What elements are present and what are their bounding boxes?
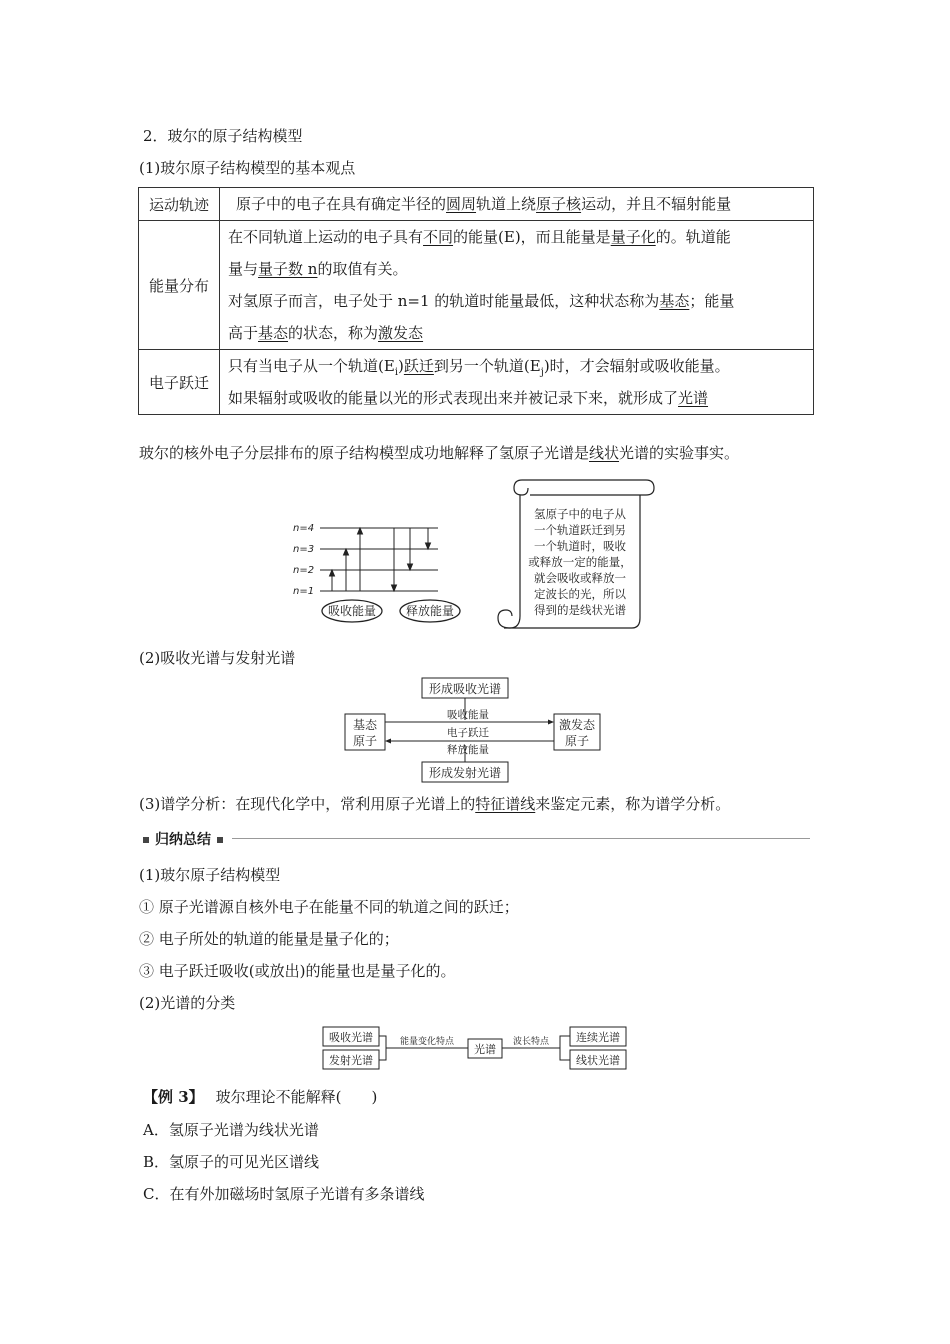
summary-header (143, 829, 223, 850)
left-box-label: 发射光谱 (329, 1054, 373, 1067)
table-cell (220, 221, 814, 350)
cell-text: 对氢原子而言，电子处于 n=1 的轨道时能量最低，这种状态称为 (228, 292, 660, 310)
subscript: i (394, 367, 399, 378)
connector-label: 能量变化特点 (399, 1037, 455, 1047)
summary-subtitle: (2)光谱的分类 (139, 994, 236, 1012)
left-box-label: 原子 (352, 734, 378, 748)
paragraph-text: 玻尔的核外电子分层排布的原子结构模型成功地解释了氢原子光谱是 (139, 444, 590, 462)
cell-text: 的状态，称为 (288, 324, 379, 342)
spectrum-classification-diagram (320, 1024, 630, 1074)
energy-level-diagram (290, 478, 660, 632)
underlined-answer: 不同 (423, 228, 454, 246)
subsection-title: (1)玻尔原子结构模型的基本观点 (139, 159, 356, 177)
divider (232, 838, 810, 839)
underlined-answer: 跃迁 (403, 357, 434, 375)
level-label: n=1 (293, 586, 315, 597)
arrowhead-icon (344, 549, 349, 555)
subsection-title: (2)吸收光谱与发射光谱 (139, 649, 296, 667)
table-cell (220, 350, 814, 415)
section-heading: 2．玻尔的原子结构模型 (143, 127, 303, 145)
bracket-line (379, 1036, 386, 1060)
scroll-left-curl (514, 480, 528, 495)
cell-text: 量与 (228, 260, 259, 278)
absorb-label: 吸收能量 (447, 709, 489, 721)
arrowhead-icon (330, 570, 335, 576)
option-a: A．氢原子光谱为线状光谱 (143, 1121, 319, 1139)
arrowhead-icon (408, 564, 413, 570)
paragraph (139, 791, 730, 817)
top-box-label: 形成吸收光谱 (428, 682, 502, 696)
release-label: 释放能量 (447, 744, 489, 756)
scroll-top-curl (522, 480, 654, 495)
arrowhead-icon (358, 528, 363, 534)
bottom-box-label: 形成发射光谱 (428, 766, 502, 780)
underlined-answer: 原子核 (536, 195, 582, 213)
row-header: 能量分布 (139, 221, 220, 350)
cell-text: ) (398, 357, 404, 375)
paragraph-text: 来鉴定元素，称为谱学分析。 (535, 795, 731, 813)
arrowhead-icon (392, 585, 397, 591)
paragraph (139, 440, 739, 466)
cell-text: ；能量 (689, 292, 735, 310)
arrowhead-icon (426, 543, 431, 549)
scroll-line: 一个轨道跃迁到另 (534, 523, 626, 537)
cell-text: 轨道上绕 (476, 195, 537, 213)
underlined-answer: 量子化 (610, 228, 656, 246)
table-row (139, 188, 814, 221)
cell-text: 到另一个轨道(E (433, 357, 541, 375)
subscript: j (540, 367, 544, 378)
cell-text: 的取值有关。 (317, 260, 408, 278)
right-box-label: 原子 (564, 734, 590, 748)
scroll-line: 得到的是线状光谱 (534, 603, 626, 617)
cell-text: 只有当电子从一个轨道(E (228, 357, 395, 375)
underlined-answer: 激发态 (378, 324, 424, 342)
right-box-label: 连续光谱 (576, 1031, 620, 1044)
cell-text: 高于 (228, 324, 259, 342)
list-item: ② 电子所处的轨道的能量是量子化的； (139, 930, 399, 948)
arrowhead-icon (385, 739, 391, 744)
option-b: B．氢原子的可见光区谱线 (143, 1153, 320, 1171)
scroll-bottom-edge (504, 616, 640, 628)
cell-text: 如果辐射或吸收的能量以光的形式表现出来并被记录下来，就形成了 (228, 389, 679, 407)
cell-text: 在不同轨道上运动的电子具有 (228, 228, 424, 246)
question-text: 玻尔理论不能解释( ) (215, 1088, 378, 1106)
row-header: 电子跃迁 (139, 350, 220, 415)
cell-text: 原子中的电子在具有确定半径的 (236, 195, 447, 213)
right-box-label: 线状光谱 (576, 1054, 620, 1067)
cell-text: )时，才会辐射或吸收能量。 (543, 357, 730, 375)
underlined-answer: 量子数 n (258, 260, 318, 278)
bohr-model-table (138, 187, 814, 415)
level-label: n=3 (293, 544, 315, 555)
square-bullet-icon (143, 837, 149, 843)
level-label: n=4 (293, 523, 315, 534)
arrowhead-icon (548, 720, 554, 725)
underlined-answer: 基态 (659, 292, 690, 310)
scroll-bottom-curl (498, 610, 520, 628)
option-c: C．在有外加磁场时氢原子光谱有多条谱线 (143, 1185, 425, 1203)
connector-label: 波长特点 (512, 1037, 550, 1047)
release-label: 释放能量 (405, 604, 455, 618)
right-box-label: 激发态 (558, 718, 596, 732)
scroll-line: 氢原子中的电子从 (534, 507, 626, 521)
table-row (139, 221, 814, 350)
scroll-line: 定波长的光，所以 (534, 587, 626, 601)
absorb-label: 吸收能量 (327, 604, 377, 618)
cell-text: 运动，并且不辐射能量 (581, 195, 732, 213)
list-item: ③ 电子跃迁吸收(或放出)的能量也是量子化的。 (139, 962, 456, 980)
left-box-label: 吸收光谱 (329, 1031, 373, 1044)
underlined-answer: 光谱 (678, 389, 709, 407)
cell-text: 的能量(E)，而且能量是 (453, 228, 611, 246)
bracket-line (560, 1036, 570, 1060)
row-header: 运动轨迹 (139, 188, 220, 221)
example-tag: 【例 3】 (143, 1088, 204, 1106)
scroll-line: 或释放一定的能量， (528, 555, 632, 569)
underlined-answer: 圆周 (446, 195, 477, 213)
level-label: n=2 (293, 565, 315, 576)
left-box-label: 基态 (352, 718, 378, 732)
scroll-line: 就会吸收或释放一 (534, 571, 626, 585)
mid-box-label: 光谱 (474, 1043, 496, 1056)
paragraph-text: 光谱的实验事实。 (619, 444, 740, 462)
paragraph-text: (3)谱学分析：在现代化学中，常利用原子光谱上的 (139, 795, 476, 813)
underlined-answer: 特征谱线 (475, 795, 536, 813)
square-bullet-icon (217, 837, 223, 843)
table-row (139, 350, 814, 415)
transition-label: 电子跃迁 (447, 727, 489, 739)
underlined-answer: 线状 (589, 444, 620, 462)
cell-text: 的。轨道能 (655, 228, 731, 246)
table-cell (220, 188, 814, 221)
example-question (143, 1085, 377, 1109)
scroll-line: 一个轨道时，吸收 (534, 539, 626, 553)
summary-subtitle: (1)玻尔原子结构模型 (139, 866, 281, 884)
list-item: ① 原子光谱源自核外电子在能量不同的轨道之间的跃迁； (139, 898, 519, 916)
absorption-emission-diagram (340, 672, 610, 784)
underlined-answer: 基态 (258, 324, 289, 342)
summary-title: 归纳总结 (155, 832, 211, 848)
